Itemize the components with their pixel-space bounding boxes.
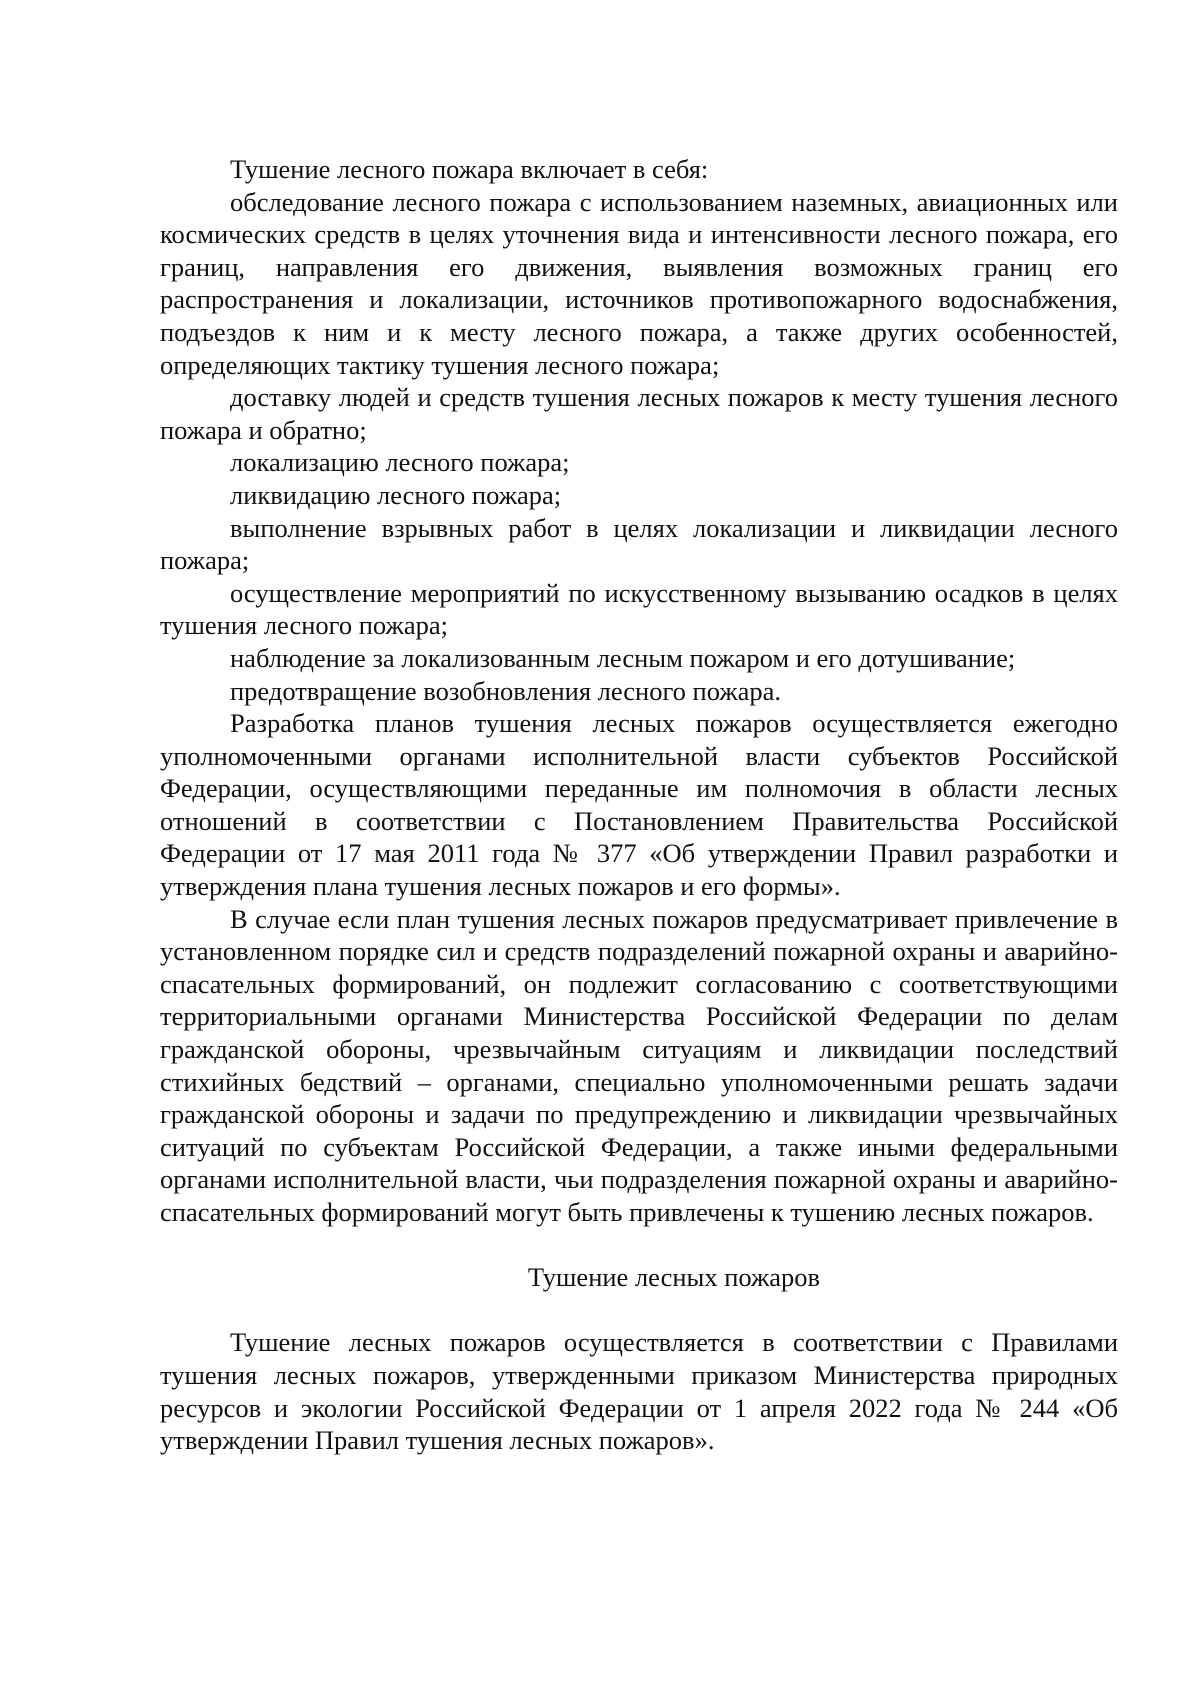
paragraph: Тушение лесных пожаров осуществляется в соответствии с Правилами тушения лесных пожаров, утвержденными приказом Министерства природных ресурсов и экологии Российской Федерации от 1 апреля 2022 года № 244 «Об утверждении Правил тушения лесных пожаров».: [160, 1327, 1118, 1456]
paragraph: осуществление мероприятий по искусственному вызыванию осадков в целях тушения лесного пожара;: [160, 577, 1118, 641]
paragraph: локализацию лесного пожара;: [230, 447, 570, 478]
paragraph: ликвидацию лесного пожара;: [230, 479, 562, 510]
paragraph: доставку людей и средств тушения лесных пожаров к месту тушения лесного пожара и обратно;: [160, 382, 1118, 445]
document-page: [160, 153, 1118, 1457]
section-heading: Тушение лесных пожаров: [527, 1262, 821, 1293]
paragraph: наблюдение за локализованным лесным пожаром и его дотушивание;: [230, 642, 1016, 673]
paragraph: предотвращение возобновления лесного пожара.: [230, 675, 782, 706]
paragraph: Тушение лесного пожара включает в себя:: [230, 154, 709, 184]
paragraph: выполнение взрывных работ в целях локализации и ликвидации лесного пожара;: [160, 512, 1118, 576]
paragraph: Разработка планов тушения лесных пожаров осуществляется ежегодно уполномоченными органами исполнительной власти субъектов Российской Федерации, осуществляющими переданные им полномочия в области лесных отношений в соответствии с Постановлением Правительства Российской Федерации от 17 мая 2011 года № 377 «Об утверждении Правил разработки и утверждения плана тушения лесных пожаров и его формы».: [160, 708, 1118, 902]
paragraph: В случае если план тушения лесных пожаров предусматривает привлечение в установленном порядке сил и средств подразделений пожарной охраны и аварийно-спасательных формирований, он подлежит согласованию с соответствующими территориальными органами Министерства Российской Федерации по делам гражданской обороны, чрезвычайным ситуациям и ликвидации последствий стихийных бедствий – органами, специально уполномоченными решать задачи гражданской обороны и задачи по предупреждению и ликвидации чрезвычайных ситуаций по субъектам Российской Федерации, а также иными федеральными органами исполнительной власти, чьи подразделения пожарной охраны и аварийно-спасательных формирований могут быть привлечены к тушению лесных пожаров.: [160, 903, 1118, 1227]
paragraph: обследование лесного пожара с использованием наземных, авиационных или космических средств в целях уточнения вида и интенсивности лесного пожара, его границ, направления его движения, выявления возможных границ его распространения и локализации, источников противопожарного водоснабжения, подъездов к ним и к месту лесного пожара, а также других особенностей, определяющих тактику тушения лесного пожара;: [160, 186, 1118, 380]
